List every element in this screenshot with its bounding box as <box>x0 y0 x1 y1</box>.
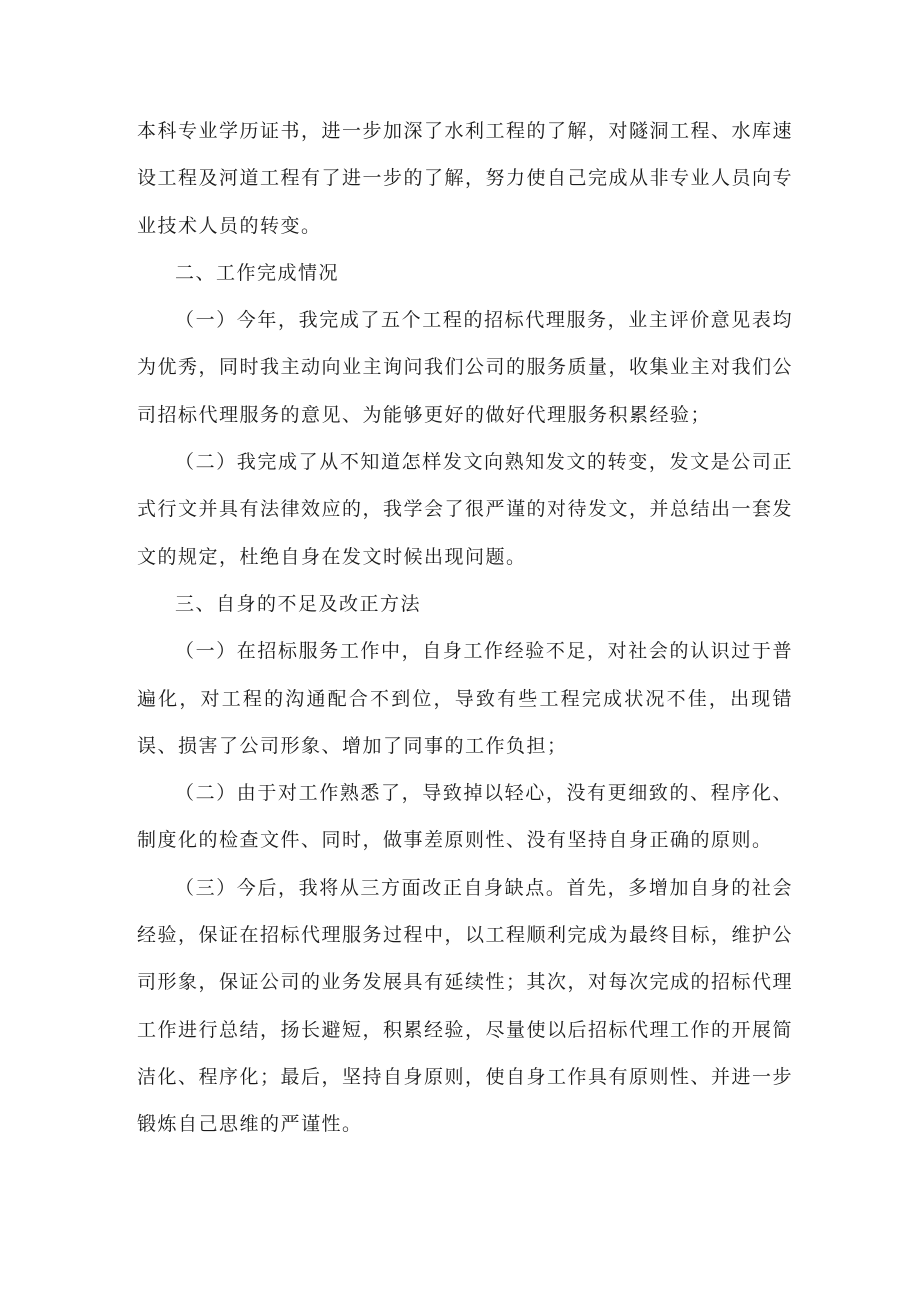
paragraph-continuation: 本科专业学历证书，进一步加深了水利工程的了解，对隧洞工程、水库速设工程及河道工程有了进一步的了解，努力使自己完成从非专业人员向专业技术人员的转变。 <box>137 120 794 237</box>
paragraph-shortcoming-3: （三）今后，我将从三方面改正自身缺点。首先，多增加自身的社会经验，保证在招标代理服务过程中，以工程顺利完成为最终目标，维护公司形象，保证公司的业务发展具有延续性；其次，对每次完成的招标代理工作进行总结，扬长避短，积累经验，尽量使以后招标代理工作的开展简洁化、程序化；最后，坚持自身原则，使自身工作具有原则性、并进一步锻炼自己思维的严谨性。 <box>137 876 794 1136</box>
paragraph-item-2: （二）我完成了从不知道怎样发文向熟知发文的转变，发文是公司正式行文并具有法律效应的，我学会了很严谨的对待发文，并总结出一套发文的规定，杜绝自身在发文时候出现问题。 <box>137 451 794 568</box>
paragraph-shortcoming-2: （二）由于对工作熟悉了，导致掉以轻心，没有更细致的、程序化、制度化的检查文件、同时，做事差原则性、没有坚持自身正确的原则。 <box>137 782 793 852</box>
document-body <box>137 108 793 1149</box>
section-heading-work-completion: 二、工作完成情况 <box>175 261 340 284</box>
section-heading-shortcomings: 三、自身的不足及改正方法 <box>175 592 422 615</box>
paragraph-shortcoming-1: （一）在招标服务工作中，自身工作经验不足，对社会的认识过于普遍化，对工程的沟通配合不到位，导致有些工程完成状况不佳，出现错误、损害了公司形象、增加了同事的工作负担； <box>137 640 793 757</box>
paragraph-item-1: （一）今年，我完成了五个工程的招标代理服务，业主评价意见表均为优秀，同时我主动向业主询问我们公司的服务质量，收集业主对我们公司招标代理服务的意见、为能够更好的做好代理服务积累经验； <box>137 309 794 426</box>
